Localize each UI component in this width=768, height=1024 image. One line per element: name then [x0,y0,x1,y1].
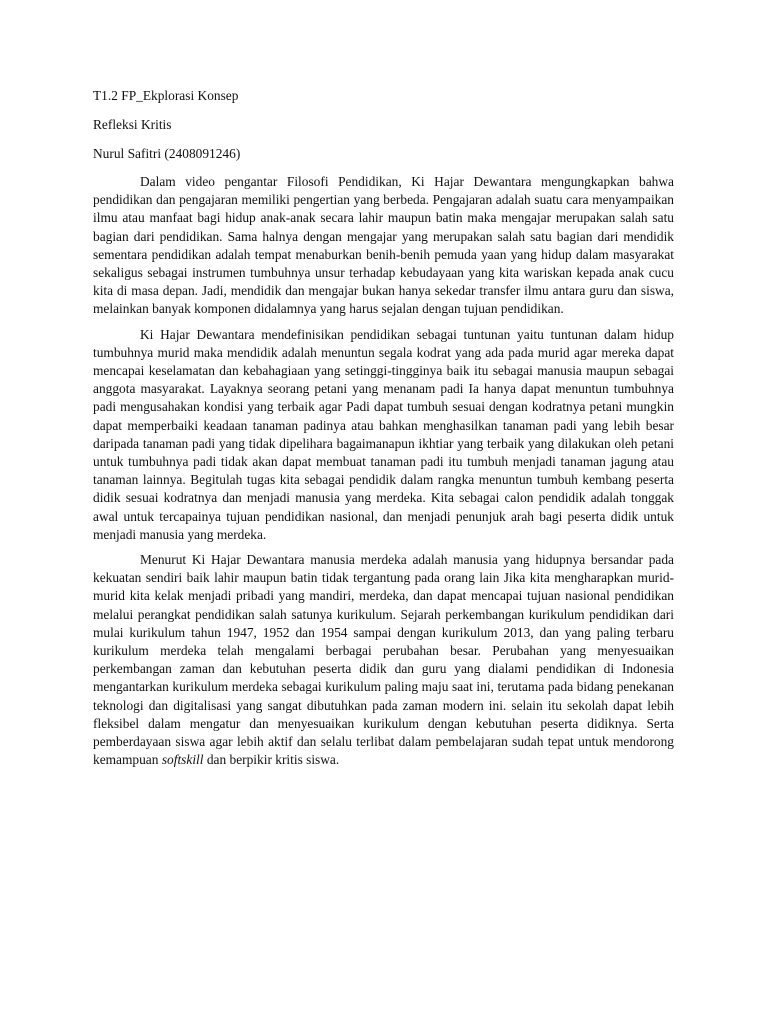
author-line: Nurul Safitri (2408091246) [93,146,241,161]
document-subtitle: Refleksi Kritis [93,117,172,132]
paragraph-1: Dalam video pengantar Filosofi Pendidikan, Ki Hajar Dewantara mengungkapkan bahwa pendidikan dan pengajaran memiliki pengertian yang berbeda. Pengajaran adalah suatu cara menyampaikan ilmu atau manfaat bagi hidup anak-anak secara lahir maupun batin maka mengajar merupakan salah satu bagian dari pendidikan. Sama halnya dengan mengajar yang merupakan salah satu bagian dari mendidik sementara pendidikan adalah tempat menaburkan benih-benih pemuda yaan yang hidup dalam masyarakat sekaligus sebagai instrumen tumbuhnya unsur terhadap kebudayaan yang kita wariskan kepada anak cucu kita di masa depan. Jadi, mendidik dan mengajar bukan hanya sekedar transfer ilmu antara guru dan siswa, melainkan banyak komponen didalamnya yang harus sejalan dengan tujuan pendidikan. [93,174,674,317]
paragraph-3-body: Menurut Ki Hajar Dewantara manusia merdeka adalah manusia yang hidupnya bersandar pada kekuatan sendiri baik lahir maupun batin tidak tergantung pada orang lain Jika kita mengharapkan murid-murid kita kelak menjadi pribadi yang mandiri, merdeka, dan dapat mencapai tujuan nasional pendidikan melalui perangkat pendidikan salah satunya kurikulum. Sejarah perkembangan kurikulum pendidikan dari mulai kurikulum tahun 1947, 1952 dan 1954 sampai dengan kurikulum 2013, dan yang paling terbaru kurikulum merdeka telah mengalami berbagai perubahan besar. Perubahan yang menyesuaikan perkembangan zaman dan kebutuhan peserta didik dan guru yang dialami pendidikan di Indonesia mengantarkan kurikulum merdeka sebagai kurikulum paling maju saat ini, terutama pada bidang penekanan teknologi dan digitalisasi yang sangat dibutuhkan pada zaman modern ini. selain itu sekolah dapat lebih fleksibel dalam mengatur dan menyesuaikan kurikulum dengan kebutuhan peserta didiknya. Serta pemberdayaan siswa agar lebih aktif dan selalu terlibat dalam pembelajaran sudah tepat untuk mendorong kemampuan [93,552,674,768]
paragraph-3 [93,551,674,769]
paragraph-2: Ki Hajar Dewantara mendefinisikan pendidikan sebagai tuntunan yaitu tuntunan dalam hidup tumbuhnya murid maka mendidik adalah menuntun segala kodrat yang ada pada murid agar mereka dapat mencapai keselamatan dan kebahagiaan yang setinggi-tingginya baik itu sebagai manusia maupun sebagai anggota masyarakat. Layaknya seorang petani yang menanam padi Ia hanya dapat menuntun tumbuhnya padi mengusahakan kondisi yang terbaik agar Padi dapat tumbuh sesuai dengan kodratnya petani mungkin dapat memperbaiki keadaan tanaman padinya atau bahkan menghasilkan tanaman padi yang lebih besar daripada tanaman padi yang tidak dipelihara bagaimanapun ikhtiar yang terbaik yang dilakukan oleh petani untuk tumbuhnya padi tidak akan dapat membuat tanaman padi itu tumbuh menjadi tanaman jagung atau tanaman lainnya. Begitulah tugas kita sebagai pendidik dalam rangka menuntun tumbuh kembang peserta didik sesuai kodratnya dan menjadi manusia yang merdeka. Kita sebagai calon pendidik adalah tonggak awal untuk tercapainya tujuan pendidikan nasional, dan menjadi penunjuk arah bagi peserta didik untuk menjadi manusia yang merdeka. [93,326,674,542]
document-title: T1.2 FP_Ekplorasi Konsep [93,88,239,103]
document-page [93,86,674,777]
paragraph-3-tail: dan berpikir kritis siswa. [203,752,340,768]
paragraph-3-italic-term: softskill [161,752,204,768]
